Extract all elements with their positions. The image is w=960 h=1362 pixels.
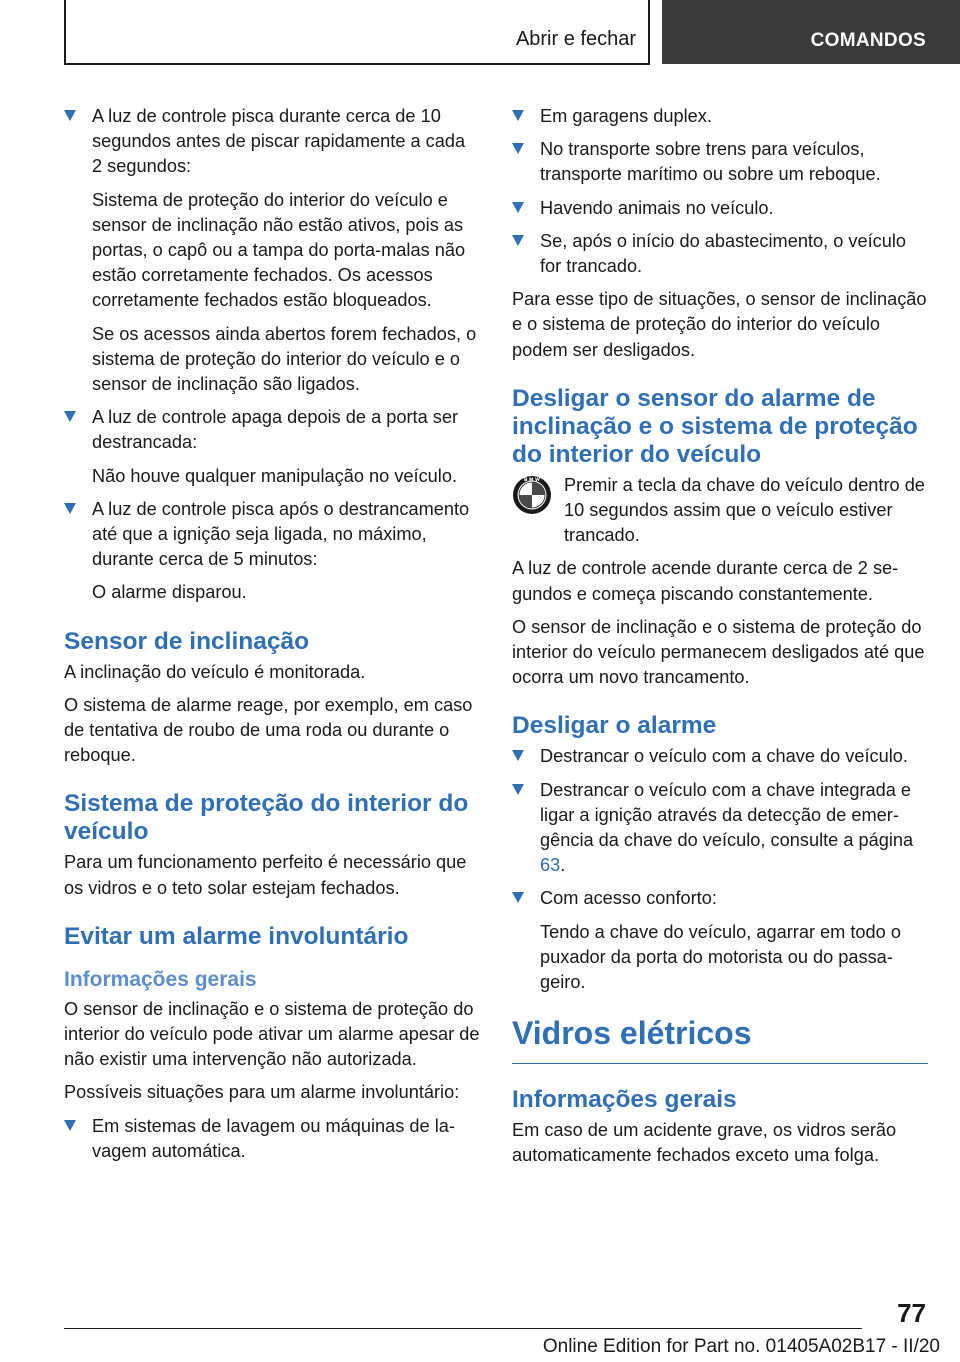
subheading-general-info: Informações gerais <box>512 1086 737 1114</box>
subheading-general-info: Informações gerais <box>64 967 257 991</box>
right-column <box>512 104 928 1177</box>
edition-note: Online Edition for Part no. 01405A02B17 - II/20 <box>542 1336 940 1357</box>
list-item <box>512 229 928 279</box>
triangle-bullet-icon <box>64 503 76 514</box>
list-item-detail: O alarme disparou. <box>92 582 247 603</box>
list-item-text: A luz de controle apaga depois de a porta ser destrancada: <box>92 407 459 453</box>
paragraph: A inclinação do veículo é monitorada. <box>64 661 366 682</box>
list-item-text: Em sistemas de lavagem ou máquinas de lavagem automática. <box>92 1115 455 1161</box>
list-item-text: Destrancar o veículo com a chave integrada e ligar a ignição através da detecção de emergência da chave do veículo, consulte a página <box>540 779 914 851</box>
paragraph: A luz de controle acende durante cerca de 2 segundos e começa piscando constantemente. <box>512 558 899 604</box>
paragraph: Em caso de um acidente grave, os vidros serão automaticamente fechados exceto uma folga. <box>512 1120 897 1166</box>
list-item <box>512 104 928 129</box>
heading-avoid-false-alarm: Evitar um alarme involuntário <box>64 922 409 950</box>
heading-tilt-sensor: Sensor de inclinação <box>64 627 310 655</box>
paragraph: O sensor de inclinação e o sistema de proteção do interior do veículo permanecem desligados até que ocorra um novo trancamento. <box>512 616 925 688</box>
header-rule-bottom <box>64 63 650 65</box>
list-item <box>512 886 928 911</box>
paragraph: O sistema de alarme reage, por exemplo, em caso de tentativa de roubo de uma roda ou durante o reboque. <box>64 694 473 766</box>
key-button-instruction <box>512 473 928 549</box>
list-item-text: A luz de controle pisca durante cerca de 10 segundos antes de piscar rapidamente a cada 2 segundos: <box>92 106 466 177</box>
list-item <box>64 104 480 180</box>
list-item-detail: Não houve qualquer manipulação no veículo. <box>92 465 458 486</box>
triangle-bullet-icon <box>512 110 524 121</box>
list-item <box>64 497 480 573</box>
list-item <box>512 744 928 769</box>
paragraph: Para esse tipo de situações, o sensor de inclinação e o sistema de proteção do interior do veículo podem ser desligados. <box>512 289 927 360</box>
key-button-text: Premir a tecla da chave do veículo dentro de 10 segundos assim que o veículo estiver trancado. <box>564 474 925 546</box>
header-section: COMANDOS <box>810 30 926 51</box>
bmw-logo-icon <box>512 475 552 515</box>
paragraph: Possíveis situações para um alarme involuntário: <box>64 1082 460 1103</box>
triangle-bullet-icon <box>512 892 524 903</box>
triangle-bullet-icon <box>64 1120 76 1131</box>
list-item-detail: Sistema de proteção do interior do veículo e sensor de inclinação não estão ativos, pois as portas, o capô ou a tampa do porta-malas não estão corretamente fechados. Os acessos corretamente fechados estão bloqueados. <box>92 189 466 311</box>
heading-disable-tilt-sensor: Desligar o sensor do alarme de inclinação e o sistema de proteção do interior do veículo <box>512 384 918 468</box>
header-chapter: Abrir e fechar <box>515 28 636 50</box>
paragraph: Para um funcionamento perfeito é necessário que os vidros e o teto solar estejam fechados. <box>64 852 467 898</box>
list-item-detail: Se os acessos ainda abertos forem fechados, o sistema de proteção do interior do veículo e o sensor de inclinação são ligados. <box>92 323 477 395</box>
list-item <box>64 405 480 455</box>
list-item <box>512 137 928 187</box>
triangle-bullet-icon <box>64 411 76 422</box>
header-rule-left <box>64 0 66 64</box>
header-rule-divider <box>648 0 650 64</box>
list-item <box>512 778 928 879</box>
list-item <box>512 196 928 221</box>
triangle-bullet-icon <box>512 750 524 761</box>
heading-interior-protection: Sistema de proteção do interior do veículo <box>64 790 469 846</box>
triangle-bullet-icon <box>512 202 524 213</box>
list-item-text: Havendo animais no veículo. <box>540 197 774 218</box>
list-item <box>64 1114 480 1164</box>
list-item-text: No transporte sobre trens para veículos, transporte marítimo ou sobre um reboque. <box>540 139 881 185</box>
triangle-bullet-icon <box>512 143 524 154</box>
list-item-text: Destrancar o veículo com a chave do veículo. <box>540 746 908 767</box>
list-item-text: Em garagens duplex. <box>540 106 712 126</box>
page-reference-link[interactable]: 63 <box>540 855 561 876</box>
svg-text:B M W: B M W <box>523 477 541 483</box>
footer-rule <box>64 1328 862 1329</box>
list-item-detail: Tendo a chave do veículo, agarrar em todo o puxador da porta do motorista ou do passageiro. <box>540 921 901 993</box>
list-item-text: Se, após o início do abastecimento, o veículo for trancado. <box>540 230 906 277</box>
paragraph: O sensor de inclinação e o sistema de proteção do interior do veículo pode ativar um alarme apesar de não existir uma intervenção não autorizada. <box>64 998 480 1070</box>
list-item-text: A luz de controle pisca após o destrancamento até que a ignição seja ligada, no máximo, durante cerca de 5 minutos: <box>92 498 470 570</box>
triangle-bullet-icon <box>512 784 524 795</box>
page-number: 77 <box>897 1298 926 1328</box>
heading-disable-alarm: Desligar o alarme <box>512 712 717 740</box>
triangle-bullet-icon <box>64 110 76 121</box>
heading-power-windows: Vidros elétricos <box>512 1013 928 1064</box>
triangle-bullet-icon <box>512 235 524 246</box>
list-item-text: Com acesso conforto: <box>540 888 717 909</box>
list-item-text-end: . <box>560 855 566 876</box>
left-column <box>64 104 480 1172</box>
